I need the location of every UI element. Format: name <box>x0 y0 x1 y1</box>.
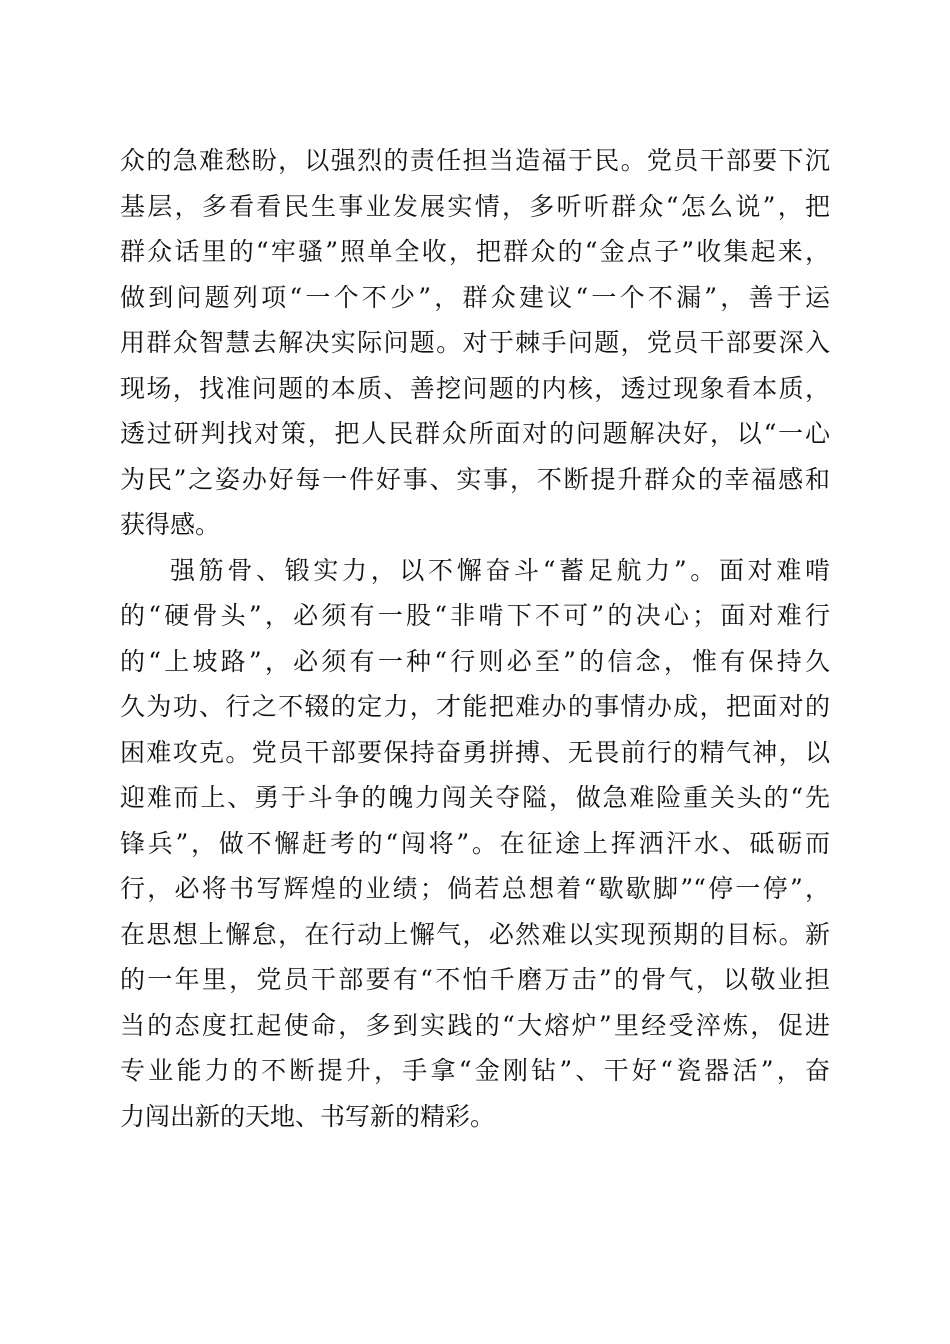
paragraph-2 <box>120 548 830 1140</box>
text-line: 力闯出新的天地、书写新的精彩。 <box>120 1101 496 1131</box>
text-line: 在思想上懈怠，在行动上懈气，必然难以实现预期的目标。新 <box>120 919 830 949</box>
body-text <box>120 138 830 1139</box>
text-line: 众的急难愁盼，以强烈的责任担当造福于民。党员干部要下沉 <box>120 146 830 175</box>
text-line: 现场，找准问题的本质、善挖问题的内核，透过现象看本质， <box>120 373 830 403</box>
text-line: 久为功、行之不辍的定力，才能把难办的事情办成，把面对的 <box>120 692 830 721</box>
text-line: 透过研判找对策，把人民群众所面对的问题解决好，以“一心 <box>120 419 830 448</box>
text-line: 困难攻克。党员干部要保持奋勇拼搏、无畏前行的精气神，以 <box>120 737 830 767</box>
text-line: 用群众智慧去解决实际问题。对于棘手问题，党员干部要深入 <box>120 328 830 357</box>
text-line: 强筋骨、锻实力，以不懈奋斗“蓄足航力”。面对难啃 <box>170 555 830 585</box>
text-line: 锋兵”，做不懈赶考的“闯将”。在征途上挥洒汗水、砥砺而 <box>120 828 830 858</box>
text-line: 的一年里，党员干部要有“不怕千磨万击”的骨气，以敬业担 <box>120 965 830 994</box>
text-line: 迎难而上、勇于斗争的魄力闯关夺隘，做急难险重关头的“先 <box>120 783 830 812</box>
text-line: 的“上坡路”，必须有一种“行则必至”的信念，惟有保持久 <box>120 646 830 676</box>
text-line: 当的态度扛起使命，多到实践的“大熔炉”里经受淬炼，促进 <box>120 1010 830 1040</box>
text-line: 专业能力的不断提升，手拿“金刚钻”、干好“瓷器活”，奋 <box>120 1056 830 1085</box>
paragraph-1 <box>120 138 830 548</box>
text-line: 的“硬骨头”，必须有一股“非啃下不可”的决心；面对难行 <box>120 601 830 630</box>
text-line: 行，必将书写辉煌的业绩；倘若总想着“歇歇脚”“停一停”， <box>120 874 830 903</box>
text-line: 为民”之姿办好每一件好事、实事，不断提升群众的幸福感和 <box>120 464 830 494</box>
text-line: 做到问题列项“一个不少”，群众建议“一个不漏”，善于运 <box>120 282 830 312</box>
text-line: 群众话里的“牢骚”照单全收，把群众的“金点子”收集起来， <box>120 237 830 266</box>
text-line: 基层，多看看民生事业发展实情，多听听群众“怎么说”，把 <box>120 191 830 221</box>
text-line: 获得感。 <box>120 510 221 539</box>
